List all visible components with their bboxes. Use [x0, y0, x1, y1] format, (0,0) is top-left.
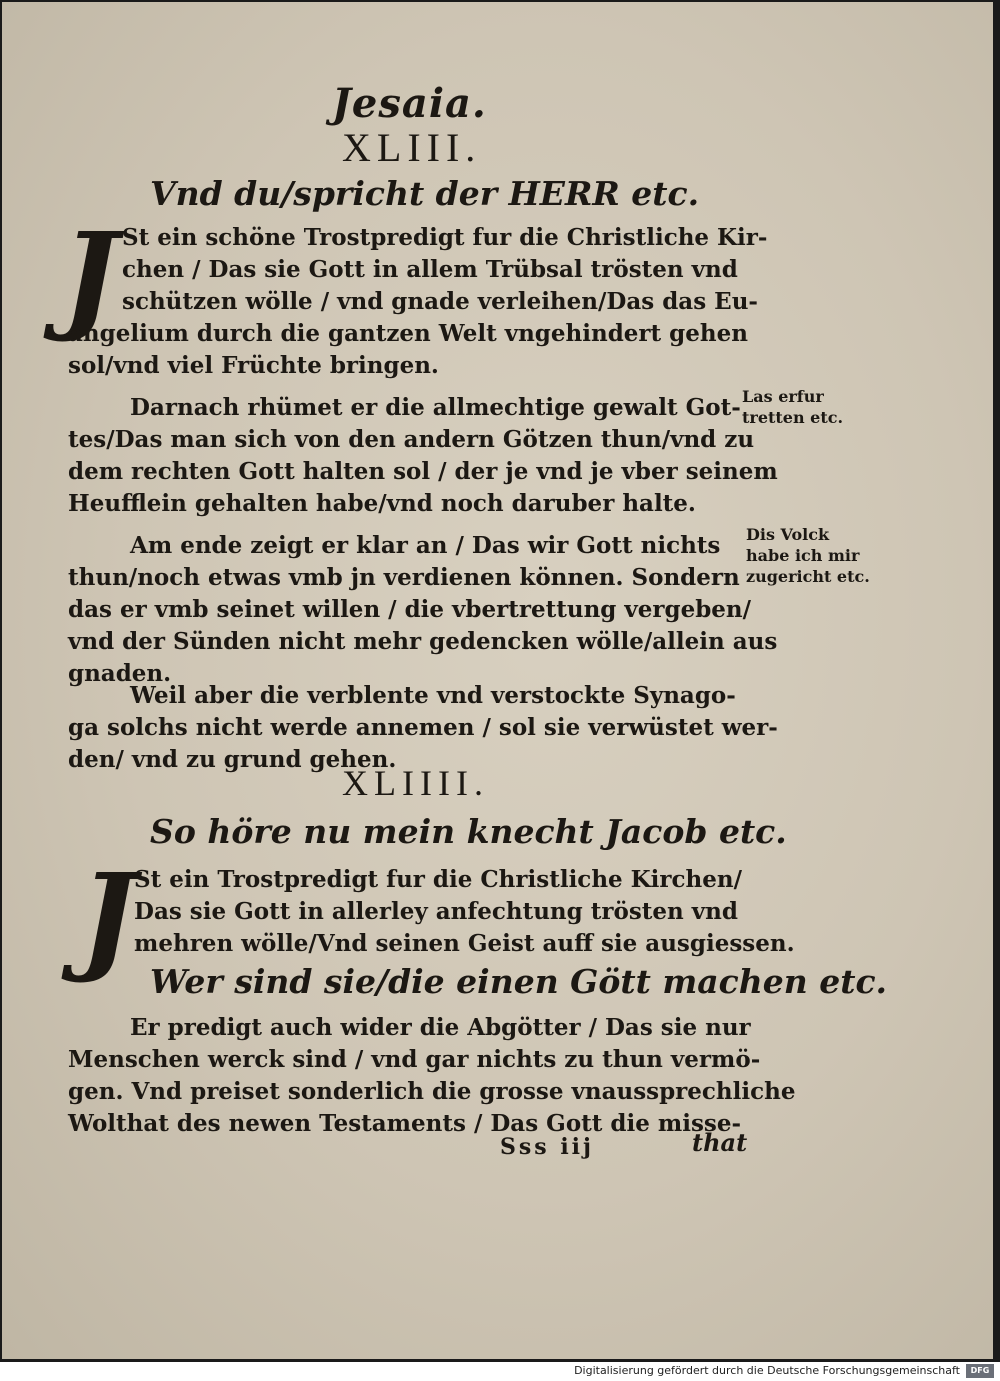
text-line: angelium durch die gantzen Welt vngehindert gehen — [68, 320, 748, 347]
footer-bar — [0, 1362, 1000, 1381]
text-line: das er vmb seinet willen / die vbertrettung vergeben/ — [68, 596, 752, 623]
text-line: Darnach rhümet er die allmechtige gewalt Got- — [130, 394, 741, 421]
running-head: Jesaia. — [332, 80, 487, 127]
text-line: St ein Trostpredigt fur die Christliche Kirchen/ — [134, 866, 743, 893]
text-line: St ein schöne Trostpredigt fur die Christliche Kir- — [122, 224, 768, 251]
text-line: Heufflein gehalten habe/vnd noch daruber halte. — [68, 490, 696, 517]
drop-cap: J — [80, 847, 136, 986]
dfg-logo: DFG — [966, 1364, 994, 1378]
book-page — [2, 2, 993, 1359]
text-line: Weil aber die verblente vnd verstockte Synago- — [130, 682, 736, 709]
margin-note: Dis Volck habe ich mir zugericht etc. — [746, 525, 870, 586]
text-line: ga solchs nicht werde annemen / sol sie verwüstet wer- — [68, 714, 778, 741]
text-line: chen / Das sie Gott in allem Trübsal trösten vnd — [122, 256, 738, 283]
text-line: Das sie Gott in allerley anfechtung trösten vnd — [134, 898, 738, 925]
section-heading: So höre nu mein knecht Jacob etc. — [150, 812, 787, 851]
text-line: Am ende zeigt er klar an / Das wir Gott nichts — [130, 532, 721, 559]
text-line: sol/vnd viel Früchte bringen. — [68, 352, 439, 379]
funding-notice: Digitalisierung gefördert durch die Deutsche Forschungsgemeinschaft — [574, 1364, 960, 1377]
text-line: Menschen werck sind / vnd gar nichts zu thun vermö- — [68, 1046, 761, 1073]
margin-note: Las erfur tretten etc. — [742, 387, 844, 427]
catchword: that — [692, 1128, 748, 1157]
text-line: thun/noch etwas vmb jn verdienen können. Sondern — [68, 564, 740, 591]
section-heading: Vnd du/spricht der HERR etc. — [150, 174, 700, 213]
text-line: tes/Das man sich von den andern Götzen thun/vnd zu — [68, 426, 755, 453]
text-line: dem rechten Gott halten sol / der je vnd je vber seinem — [68, 458, 778, 485]
text-line: gnaden. — [68, 660, 172, 687]
text-line: mehren wölle/Vnd seinen Geist auff sie ausgiessen. — [134, 930, 795, 957]
text-line: vnd der Sünden nicht mehr gedencken wölle/allein aus — [68, 628, 778, 655]
chapter-number: XLIII. — [342, 125, 482, 170]
text-line: Er predigt auch wider die Abgötter / Das sie nur — [130, 1014, 751, 1041]
text-line: schützen wölle / vnd gnade verleihen/Das das Eu- — [122, 288, 758, 315]
chapter-number: XLIIII. — [342, 763, 489, 803]
text-line: Wolthat des newen Testaments / Das Gott die misse- — [68, 1110, 742, 1137]
text-line: den/ vnd zu grund gehen. — [68, 746, 397, 773]
text-line: gen. Vnd preiset sonderlich die grosse vnaussprechliche — [68, 1078, 796, 1105]
drop-cap: J — [62, 206, 118, 345]
signature-mark: Sss iij — [500, 1134, 594, 1160]
section-heading: Wer sind sie/die einen Gött machen etc. — [150, 962, 888, 1001]
